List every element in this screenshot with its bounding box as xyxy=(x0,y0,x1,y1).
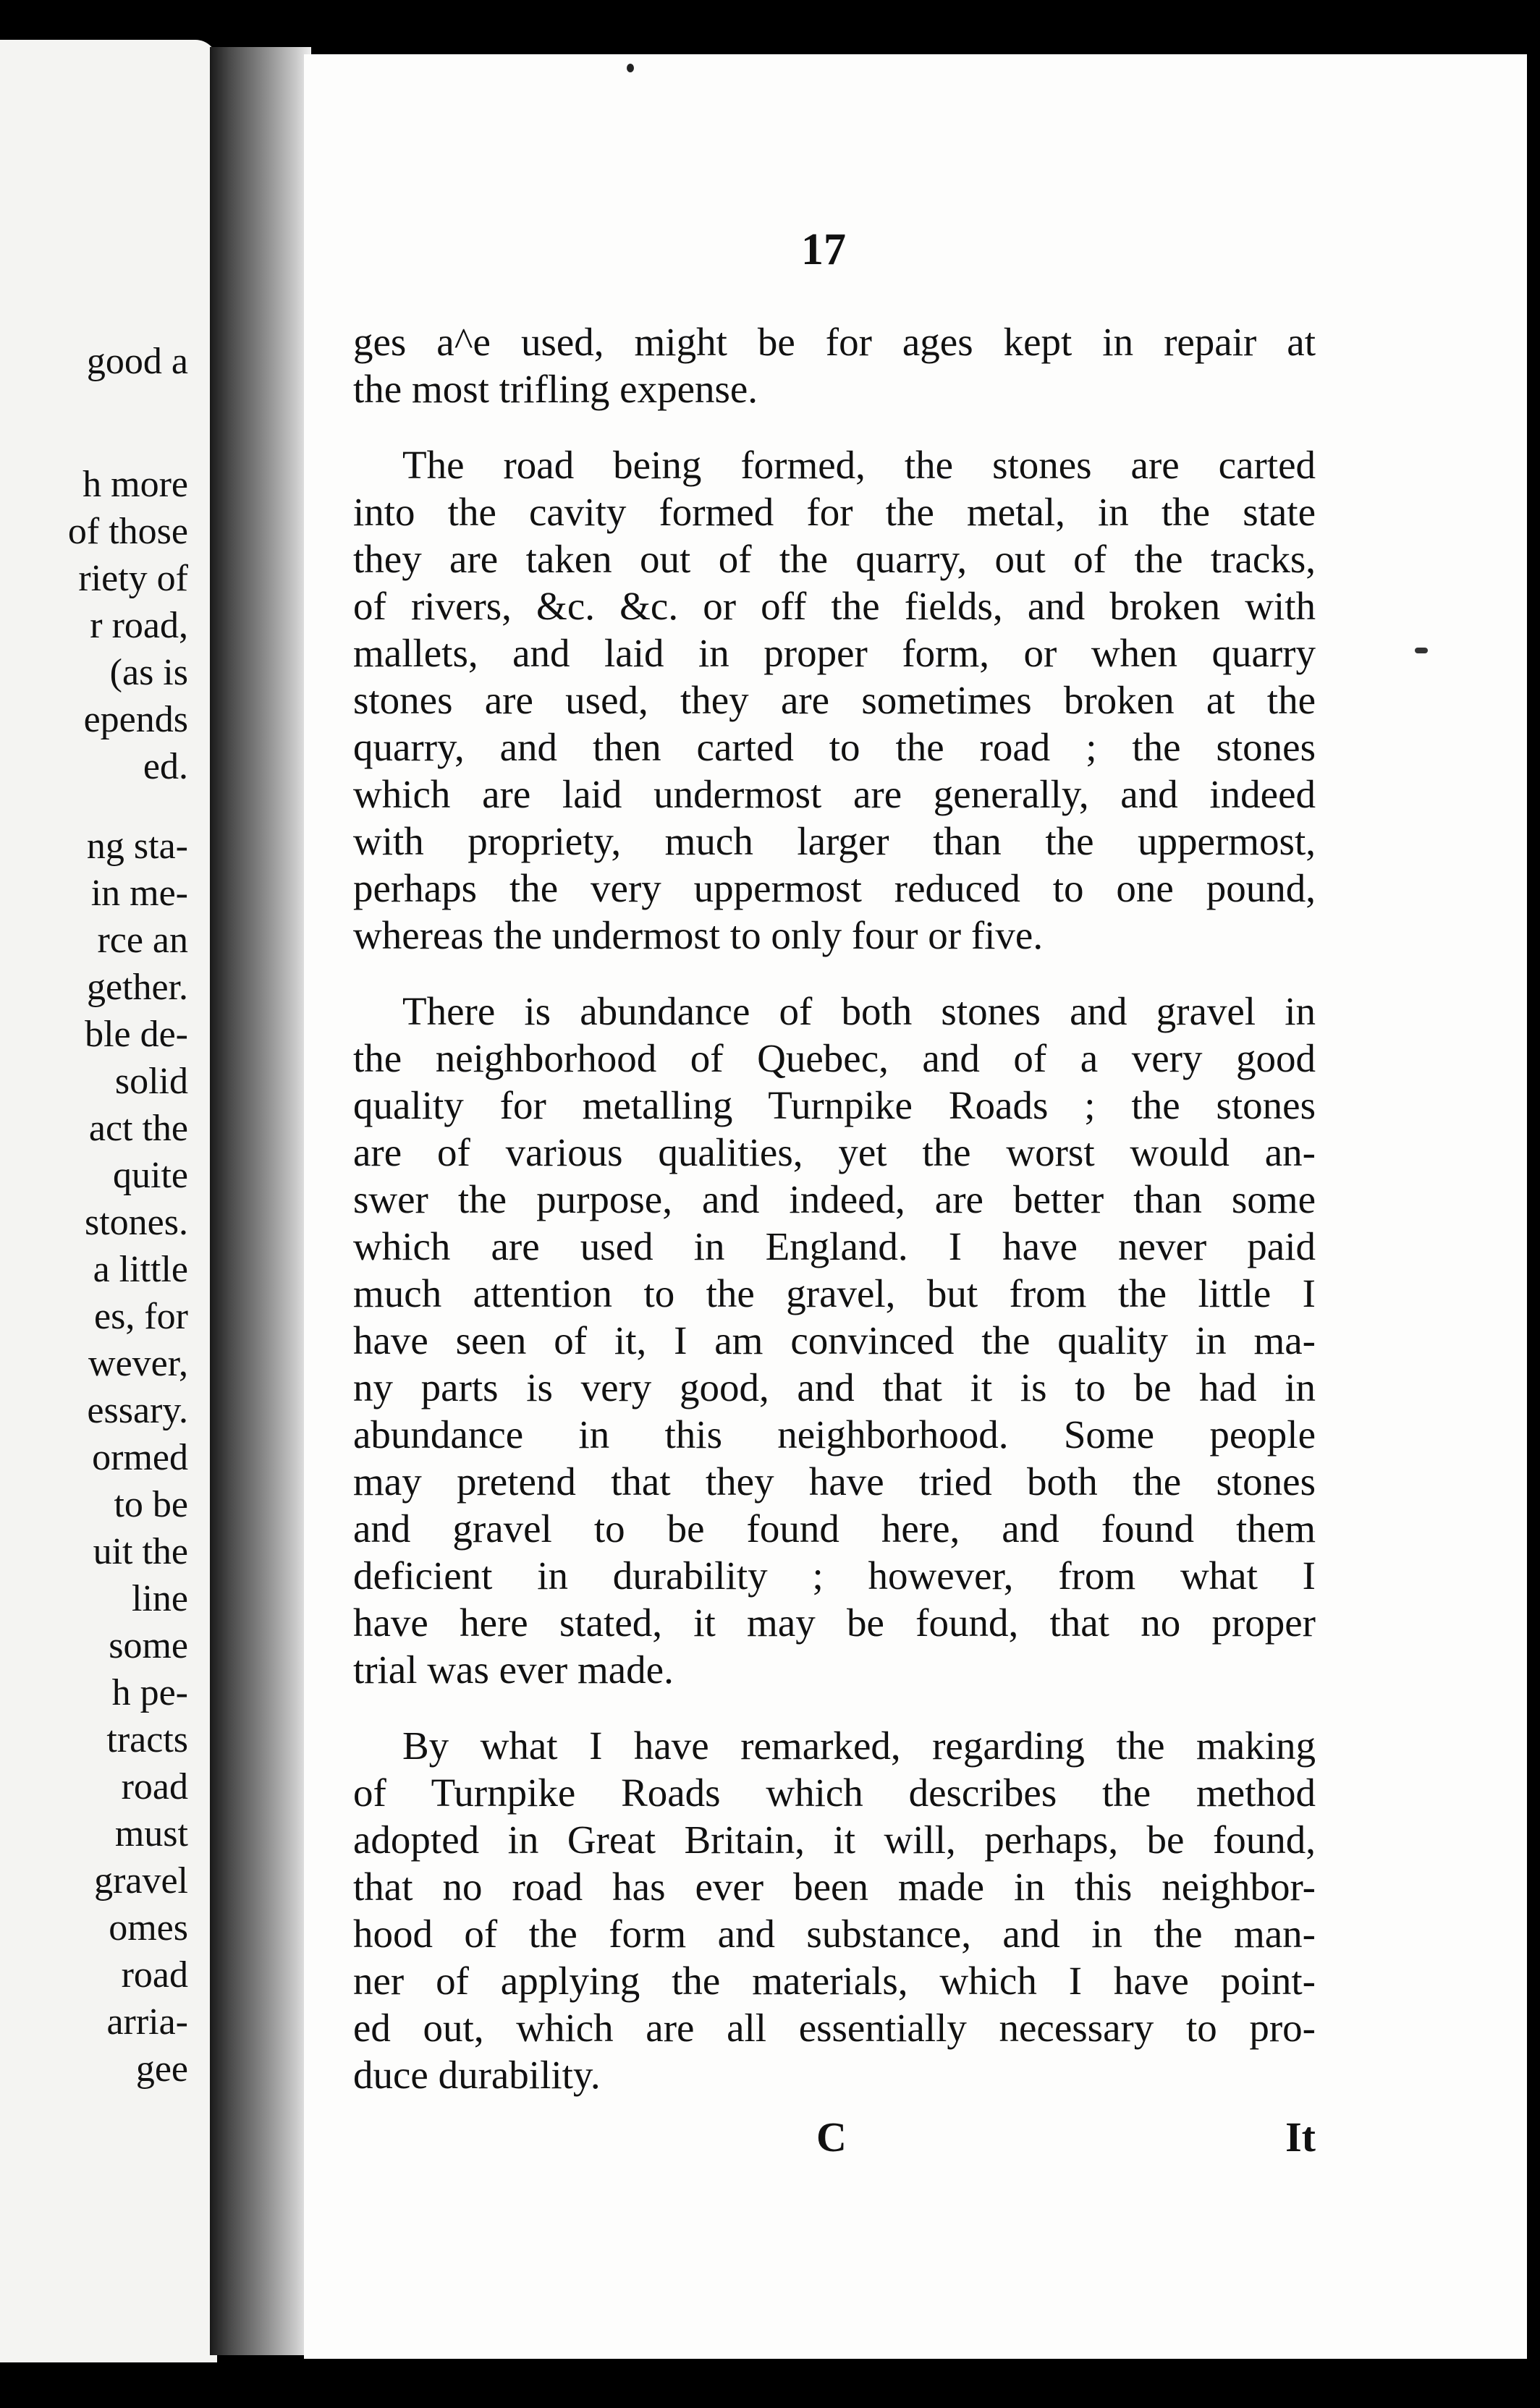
text-line: duce durability. xyxy=(353,2053,601,2097)
left-page-line: good a xyxy=(86,341,188,382)
text-line: perhaps the very uppermost reduced to one pound, xyxy=(353,866,1316,910)
left-page-line: ng sta- xyxy=(86,826,188,867)
paragraph xyxy=(353,318,1316,412)
left-page-line: epends xyxy=(83,699,188,740)
text-line: which are laid undermost are generally, and indeed xyxy=(353,772,1316,816)
text-line: and gravel to be found here, and found them xyxy=(353,1506,1316,1551)
left-page-line: h more xyxy=(82,464,188,505)
left-page-line: rce an xyxy=(97,920,188,961)
paragraph xyxy=(353,441,1316,959)
text-line: quality for metalling Turnpike Roads ; the stones xyxy=(353,1083,1316,1127)
left-page-line: omes xyxy=(109,1907,188,1949)
text-line: mallets, and laid in proper form, or when quarry xyxy=(353,631,1316,675)
left-page-line: (as is xyxy=(109,652,188,693)
text-line: which are used in England. I have never paid xyxy=(353,1224,1316,1268)
text-line: By what I have remarked, regarding the making xyxy=(402,1724,1316,1768)
text-line: of rivers, &c. &c. or off the fields, and broken with xyxy=(353,584,1316,628)
text-line: ny parts is very good, and that it is to be had in xyxy=(353,1365,1316,1409)
left-page-line: essary. xyxy=(87,1390,188,1431)
text-line: deficient in durability ; however, from what I xyxy=(353,1553,1316,1598)
text-line: the most trifling expense. xyxy=(353,367,758,411)
text-line: with propriety, much larger than the uppermost, xyxy=(353,819,1316,863)
left-page-line: ed. xyxy=(143,746,188,787)
left-page-line: in me- xyxy=(90,873,188,914)
text-line: trial was ever made. xyxy=(353,1648,674,1692)
left-page-line: uit the xyxy=(93,1531,188,1572)
text-line: are of various qualities, yet the worst would an- xyxy=(353,1130,1316,1174)
left-page-line: a little xyxy=(93,1249,188,1290)
left-page-line: some xyxy=(109,1625,188,1666)
text-line: abundance in this neighborhood. Some people xyxy=(353,1412,1316,1457)
ink-speck xyxy=(627,64,634,72)
left-page-line: tracts xyxy=(106,1719,188,1760)
text-line: may pretend that they have tried both the stones xyxy=(353,1459,1316,1504)
text-line: into the cavity formed for the metal, in the state xyxy=(353,490,1316,534)
text-line: have seen of it, I am convinced the quality in ma- xyxy=(353,1318,1316,1362)
text-line: There is abundance of both stones and gravel in xyxy=(402,989,1316,1033)
text-line: hood of the form and substance, and in the man- xyxy=(353,1912,1316,1956)
left-page-line: es, for xyxy=(94,1296,188,1337)
margin-mark xyxy=(1415,648,1428,653)
text-line: adopted in Great Britain, it will, perhaps, be found, xyxy=(353,1818,1316,1862)
left-page-line: road xyxy=(121,1766,188,1807)
paragraph xyxy=(353,988,1316,1693)
left-page-line: gravel xyxy=(94,1860,188,1902)
left-page-line: must xyxy=(114,1813,188,1854)
text-line: much attention to the gravel, but from the little I xyxy=(353,1271,1316,1315)
text-line: ed out, which are all essentially necessary to pro- xyxy=(353,2006,1316,2050)
left-page-line: to be xyxy=(114,1484,188,1525)
text-line: of Turnpike Roads which describes the method xyxy=(353,1771,1316,1815)
left-page-line: line xyxy=(132,1578,188,1619)
text-line: quarry, and then carted to the road ; the stones xyxy=(353,725,1316,769)
text-line: ner of applying the materials, which I have point- xyxy=(353,1959,1316,2003)
left-page-line: gether. xyxy=(86,967,188,1008)
text-line: that no road has ever been made in this neighbor- xyxy=(353,1865,1316,1909)
catchword: It xyxy=(1285,2114,1316,2161)
text-line: The road being formed, the stones are carted xyxy=(402,443,1316,487)
left-page-line: riety of xyxy=(78,558,188,599)
left-page-line: solid xyxy=(114,1061,188,1102)
left-page xyxy=(0,40,217,2362)
left-page-line: r road, xyxy=(90,605,188,646)
left-page-text xyxy=(0,40,217,2362)
text-line: they are taken out of the quarry, out of the tracks, xyxy=(353,537,1316,581)
page-number: 17 xyxy=(801,225,846,274)
left-page-line: gee xyxy=(135,2048,188,2090)
text-line: swer the purpose, and indeed, are better than some xyxy=(353,1177,1316,1221)
text-line: the neighborhood of Quebec, and of a very good xyxy=(353,1036,1316,1080)
book-gutter xyxy=(210,47,311,2355)
left-page-line: arria- xyxy=(106,2001,188,2043)
left-page-line: road xyxy=(121,1954,188,1996)
body-text xyxy=(353,318,1316,2098)
paragraph xyxy=(353,1722,1316,2098)
left-page-line: ormed xyxy=(92,1437,188,1478)
page-footer xyxy=(353,2113,1316,2163)
left-page-line: ble de- xyxy=(85,1014,188,1055)
left-page-line: h pe- xyxy=(111,1672,188,1713)
text-line: whereas the undermost to only four or five. xyxy=(353,913,1044,957)
text-line: ges a^e used, might be for ages kept in repair at xyxy=(353,320,1316,364)
left-page-line: act the xyxy=(88,1108,188,1149)
left-page-line: quite xyxy=(113,1155,188,1196)
signature-mark: C xyxy=(816,2114,847,2161)
left-page-line: stones. xyxy=(85,1202,188,1243)
text-line: have here stated, it may be found, that no proper xyxy=(353,1601,1316,1645)
left-page-line: wever, xyxy=(88,1343,188,1384)
text-line: stones are used, they are sometimes broken at the xyxy=(353,678,1316,722)
left-page-line: of those xyxy=(67,511,188,552)
